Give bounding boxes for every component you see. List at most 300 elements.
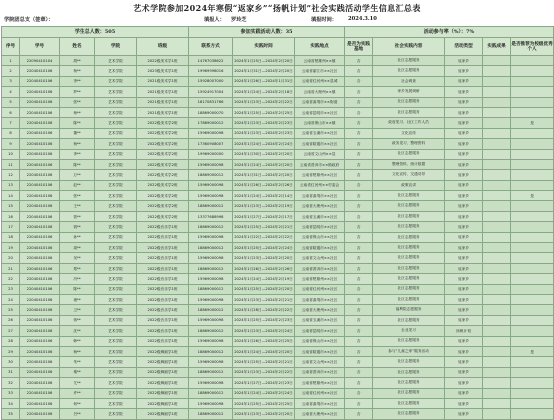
cell-phone[interactable]: 15969000098 xyxy=(189,378,233,388)
cell-result[interactable] xyxy=(483,170,511,180)
cell-no[interactable]: 13 xyxy=(2,180,20,190)
cell-place[interactable]: 云南省保山市××社区 xyxy=(295,232,345,242)
cell-student-id[interactable]: 22040410106 xyxy=(20,357,60,367)
cell-recommend[interactable] xyxy=(511,107,554,117)
cell-name[interactable]: 张** xyxy=(60,97,95,107)
cell-place[interactable]: 云南省大理州××社区 xyxy=(295,409,345,419)
cell-name[interactable]: 胡** xyxy=(60,56,95,66)
cell-student-id[interactable]: 22040410106 xyxy=(20,159,60,169)
cell-class[interactable]: 2022级美术学2班 xyxy=(137,170,189,180)
total-students[interactable]: 学生总人数：505 xyxy=(2,27,189,38)
table-row[interactable] xyxy=(2,87,554,97)
cell-name[interactable]: 郑** xyxy=(60,263,95,273)
cell-base[interactable]: 否 xyxy=(345,284,373,294)
cell-place[interactable]: 云南省普洱市××镇政府 xyxy=(295,159,345,169)
cell-student-id[interactable]: 22040410106 xyxy=(20,367,60,377)
cell-base[interactable]: 否 xyxy=(345,305,373,315)
cell-college[interactable]: 艺术学院 xyxy=(95,274,137,284)
cell-college[interactable]: 艺术学院 xyxy=(95,76,137,86)
cell-recommend[interactable]: 是 xyxy=(511,118,554,128)
cell-name[interactable]: 吴** xyxy=(60,253,95,263)
cell-college[interactable]: 艺术学院 xyxy=(95,87,137,97)
cell-base[interactable]: 否 xyxy=(345,346,373,356)
table-row[interactable] xyxy=(2,201,554,211)
cell-base[interactable]: 否 xyxy=(345,294,373,304)
table-row[interactable] xyxy=(2,149,554,159)
cell-type[interactable]: 返家乡 xyxy=(445,118,483,128)
cell-recommend[interactable] xyxy=(511,201,554,211)
cell-content[interactable]: 社区志愿服务 xyxy=(373,211,445,221)
cell-time[interactable]: 2024年1月26日—2024年2月26日 xyxy=(233,180,295,190)
cell-content[interactable]: 社区志愿服务 xyxy=(373,315,445,325)
cell-time[interactable]: 2024年1月23日—2024年2月19日 xyxy=(233,201,295,211)
cell-class[interactable]: 2022级音乐学1班 xyxy=(137,315,189,325)
table-row[interactable] xyxy=(2,315,554,325)
cell-result[interactable] xyxy=(483,398,511,408)
cell-content[interactable]: 家乡发展调研 xyxy=(373,87,445,97)
cell-no[interactable]: 4 xyxy=(2,87,20,97)
cell-result[interactable] xyxy=(483,232,511,242)
cell-class[interactable]: 2022级美术学2班 xyxy=(137,159,189,169)
cell-content[interactable]: 社区志愿服务 xyxy=(373,201,445,211)
table-row[interactable] xyxy=(2,367,554,377)
cell-content[interactable]: 社区志愿服务 xyxy=(373,56,445,66)
cell-college[interactable]: 艺术学院 xyxy=(95,180,137,190)
cell-time[interactable]: 2024年1月25日—2024年2月24日 xyxy=(233,243,295,253)
cell-place[interactable]: 云南省大理州××镇 xyxy=(295,87,345,97)
cell-result[interactable] xyxy=(483,305,511,315)
cell-name[interactable]: 卫** xyxy=(60,305,95,315)
cell-time[interactable]: 2024年1月28日—2024年2月22日 xyxy=(233,305,295,315)
cell-class[interactable]: 2022级美术学1班 xyxy=(137,56,189,66)
cell-time[interactable]: 2024年1月30日—2024年2月20日 xyxy=(233,149,295,159)
cell-college[interactable]: 艺术学院 xyxy=(95,263,137,273)
table-row[interactable] xyxy=(2,139,554,149)
cell-recommend[interactable] xyxy=(511,159,554,169)
column-header-result[interactable]: 实践成果 xyxy=(483,38,511,56)
cell-time[interactable]: 2024年1月23日—2024年2月22日 xyxy=(233,367,295,377)
cell-type[interactable]: 返家乡 xyxy=(445,315,483,325)
cell-time[interactable]: 2024年1月25日—2024年2月21日 xyxy=(233,222,295,232)
cell-recommend[interactable] xyxy=(511,211,554,221)
cell-base[interactable]: 否 xyxy=(345,149,373,159)
table-row[interactable] xyxy=(2,180,554,190)
cell-college[interactable]: 艺术学院 xyxy=(95,191,137,201)
cell-college[interactable]: 艺术学院 xyxy=(95,66,137,76)
cell-time[interactable]: 2024年1月24日—2024年2月20日 xyxy=(233,159,295,169)
cell-recommend[interactable] xyxy=(511,128,554,138)
column-header-time[interactable]: 实践时间 xyxy=(233,38,295,56)
cell-college[interactable]: 艺术学院 xyxy=(95,378,137,388)
cell-time[interactable]: 2024年1月26日—2024年2月26日 xyxy=(233,263,295,273)
cell-phone[interactable]: 18869000012 xyxy=(189,201,233,211)
cell-college[interactable]: 艺术学院 xyxy=(95,253,137,263)
cell-name[interactable]: 陈** xyxy=(60,284,95,294)
cell-place[interactable]: 云南省楚雄州××社区 xyxy=(295,378,345,388)
cell-recommend[interactable] xyxy=(511,76,554,86)
cell-type[interactable]: 返家乡 xyxy=(445,305,483,315)
table-row[interactable] xyxy=(2,378,554,388)
cell-student-id[interactable]: 22040410106 xyxy=(20,284,60,294)
cell-place[interactable]: 云南省昆明市××社区 xyxy=(295,107,345,117)
cell-base[interactable]: 否 xyxy=(345,243,373,253)
cell-content[interactable]: 社区志愿服务 xyxy=(373,336,445,346)
table-row[interactable] xyxy=(2,97,554,107)
cell-base[interactable]: 否 xyxy=(345,201,373,211)
cell-college[interactable]: 艺术学院 xyxy=(95,409,137,419)
cell-student-id[interactable]: 22040410106 xyxy=(20,76,60,86)
cell-college[interactable]: 艺术学院 xyxy=(95,367,137,377)
cell-no[interactable]: 10 xyxy=(2,149,20,159)
cell-class[interactable]: 2022级美术学2班 xyxy=(137,149,189,159)
cell-content[interactable]: 社区志愿服务 xyxy=(373,409,445,419)
cell-college[interactable]: 艺术学院 xyxy=(95,128,137,138)
cell-base[interactable]: 否 xyxy=(345,118,373,128)
cell-recommend[interactable] xyxy=(511,357,554,367)
cell-class[interactable]: 2022级音乐学1班 xyxy=(137,222,189,232)
cell-college[interactable]: 艺术学院 xyxy=(95,326,137,336)
cell-type[interactable]: 返家乡 xyxy=(445,139,483,149)
cell-recommend[interactable] xyxy=(511,315,554,325)
cell-class[interactable]: 2022级美术学2班 xyxy=(137,191,189,201)
cell-content[interactable]: 参与“儿童之家”服务活动 xyxy=(373,346,445,356)
cell-recommend[interactable]: 是 xyxy=(511,191,554,201)
cell-content[interactable]: 政务见习、整理资料 xyxy=(373,139,445,149)
cell-class[interactable]: 2021级美术学1班 xyxy=(137,107,189,117)
cell-phone[interactable]: 18869000012 xyxy=(189,367,233,377)
cell-phone[interactable]: 18170831766 xyxy=(189,97,233,107)
cell-name[interactable]: 蒋** xyxy=(60,315,95,325)
cell-type[interactable]: 返家乡 xyxy=(445,367,483,377)
cell-type[interactable]: 返家乡 xyxy=(445,107,483,117)
cell-name[interactable]: 李** xyxy=(60,149,95,159)
cell-no[interactable]: 9 xyxy=(2,139,20,149)
cell-place[interactable]: 云南省文山州××县 xyxy=(295,149,345,159)
cell-content[interactable]: 整理资料、统计数据 xyxy=(373,159,445,169)
column-header-no[interactable]: 序号 xyxy=(2,38,20,56)
cell-no[interactable]: 35 xyxy=(2,409,20,419)
cell-type[interactable]: 返家乡 xyxy=(445,149,483,159)
cell-phone[interactable]: 14767038622 xyxy=(189,56,233,66)
cell-time[interactable]: 2024年1月23日—2024年2月20日 xyxy=(233,253,295,263)
cell-base[interactable]: 否 xyxy=(345,367,373,377)
cell-no[interactable]: 19 xyxy=(2,243,20,253)
table-row[interactable] xyxy=(2,243,554,253)
cell-type[interactable]: 返家乡 xyxy=(445,159,483,169)
cell-no[interactable]: 32 xyxy=(2,378,20,388)
cell-no[interactable]: 22 xyxy=(2,274,20,284)
cell-student-id[interactable]: 22040410106 xyxy=(20,87,60,97)
column-header-student-id[interactable]: 学号 xyxy=(20,38,60,56)
cell-result[interactable] xyxy=(483,357,511,367)
cell-student-id[interactable]: 22040410106 xyxy=(20,149,60,159)
cell-recommend[interactable] xyxy=(511,284,554,294)
cell-class[interactable]: 2022级音乐学1班 xyxy=(137,284,189,294)
cell-place[interactable]: 云南省曲靖市××社区 xyxy=(295,191,345,201)
cell-phone[interactable]: 15969000098 xyxy=(189,128,233,138)
cell-phone[interactable]: 18869000012 xyxy=(189,346,233,356)
cell-type[interactable]: 扬帆计划 xyxy=(445,326,483,336)
cell-content[interactable]: 社区志愿服务 xyxy=(373,107,445,117)
cell-no[interactable]: 20 xyxy=(2,253,20,263)
cell-time[interactable]: 2024年1月26日—2024年1月31日 xyxy=(233,76,295,86)
cell-name[interactable]: 罗** xyxy=(60,87,95,97)
cell-recommend[interactable] xyxy=(511,66,554,76)
cell-result[interactable] xyxy=(483,378,511,388)
cell-result[interactable] xyxy=(483,336,511,346)
cell-place[interactable]: 云南省昆明市××社区 xyxy=(295,326,345,336)
cell-college[interactable]: 艺术学院 xyxy=(95,107,137,117)
cell-base[interactable]: 否 xyxy=(345,66,373,76)
cell-no[interactable]: 5 xyxy=(2,97,20,107)
cell-place[interactable]: 云南省玉溪市××社区 xyxy=(295,128,345,138)
cell-college[interactable]: 艺术学院 xyxy=(95,118,137,128)
cell-time[interactable]: 2024年1月25日—2024年2月21日 xyxy=(233,357,295,367)
cell-name[interactable]: 董** xyxy=(60,128,95,138)
cell-result[interactable] xyxy=(483,253,511,263)
cell-type[interactable]: 返家乡 xyxy=(445,128,483,138)
cell-base[interactable]: 否 xyxy=(345,180,373,190)
cell-name[interactable]: 韩** xyxy=(60,336,95,346)
column-header-content[interactable]: 社会实践内容 xyxy=(373,38,445,56)
cell-content[interactable]: 社区志愿服务 xyxy=(373,284,445,294)
cell-no[interactable]: 12 xyxy=(2,170,20,180)
cell-place[interactable]: 云南省文山州××社区 xyxy=(295,253,345,263)
cell-base[interactable]: 否 xyxy=(345,139,373,149)
cell-time[interactable]: 2024年1月23日—2024年2月24日 xyxy=(233,326,295,336)
cell-recommend[interactable] xyxy=(511,180,554,190)
cell-content[interactable]: 社区志愿服务 xyxy=(373,253,445,263)
cell-content[interactable]: 社区志愿服务 xyxy=(373,357,445,367)
cell-result[interactable] xyxy=(483,294,511,304)
cell-content[interactable]: 社区志愿服务 xyxy=(373,243,445,253)
cell-no[interactable]: 15 xyxy=(2,201,20,211)
table-row[interactable] xyxy=(2,409,554,419)
cell-type[interactable]: 返家乡 xyxy=(445,180,483,190)
cell-phone[interactable]: 15969000098 xyxy=(189,253,233,263)
cell-content[interactable]: 政策宣讲 xyxy=(373,180,445,190)
table-row[interactable] xyxy=(2,294,554,304)
cell-time[interactable]: 2024年1月23日—2024年2月23日 xyxy=(233,118,295,128)
table-row[interactable] xyxy=(2,118,554,128)
cell-phone[interactable]: 17360908007 xyxy=(189,139,233,149)
cell-name[interactable]: 杨** xyxy=(60,107,95,117)
cell-result[interactable] xyxy=(483,274,511,284)
table-row[interactable] xyxy=(2,170,554,180)
cell-time[interactable]: 2024年1月24日—2024年2月24日 xyxy=(233,388,295,398)
cell-result[interactable] xyxy=(483,159,511,169)
cell-no[interactable]: 27 xyxy=(2,326,20,336)
cell-result[interactable] xyxy=(483,56,511,66)
cell-result[interactable] xyxy=(483,211,511,221)
cell-no[interactable]: 16 xyxy=(2,211,20,221)
cell-content[interactable]: 社区志愿服务 xyxy=(373,66,445,76)
cell-place[interactable]: 云南省楚雄州××社区 xyxy=(295,170,345,180)
cell-class[interactable]: 2022级舞蹈学1班 xyxy=(137,367,189,377)
cell-college[interactable]: 艺术学院 xyxy=(95,159,137,169)
cell-place[interactable]: 云南省昭通市××社区 xyxy=(295,243,345,253)
column-header-type[interactable]: 活动类型 xyxy=(445,38,483,56)
cell-recommend[interactable] xyxy=(511,253,554,263)
cell-phone[interactable]: 15969000098 xyxy=(189,336,233,346)
cell-name[interactable]: 杨** xyxy=(60,66,95,76)
cell-name[interactable]: 陈** xyxy=(60,159,95,169)
cell-college[interactable]: 艺术学院 xyxy=(95,201,137,211)
cell-college[interactable]: 艺术学院 xyxy=(95,139,137,149)
cell-class[interactable]: 2022级美术学2班 xyxy=(137,139,189,149)
cell-name[interactable]: 沈** xyxy=(60,326,95,336)
cell-name[interactable]: 张** xyxy=(60,191,95,201)
cell-phone[interactable]: 15969000098 xyxy=(189,315,233,325)
cell-no[interactable]: 21 xyxy=(2,263,20,273)
cell-time[interactable]: 2024年1月24日—2024年2月20日 xyxy=(233,346,295,356)
cell-no[interactable]: 18 xyxy=(2,232,20,242)
cell-result[interactable] xyxy=(483,346,511,356)
cell-no[interactable]: 11 xyxy=(2,159,20,169)
cell-recommend[interactable] xyxy=(511,294,554,304)
cell-type[interactable]: 返家乡 xyxy=(445,274,483,284)
cell-recommend[interactable] xyxy=(511,222,554,232)
cell-student-id[interactable]: 22040410106 xyxy=(20,201,60,211)
cell-phone[interactable]: 13377688998 xyxy=(189,211,233,221)
cell-student-id[interactable]: 22040410106 xyxy=(20,326,60,336)
cell-result[interactable] xyxy=(483,149,511,159)
cell-phone[interactable]: 19969998016 xyxy=(189,66,233,76)
cell-student-id[interactable]: 22040410106 xyxy=(20,388,60,398)
cell-place[interactable]: 云南省昆明市××社区 xyxy=(295,222,345,232)
cell-name[interactable]: 尤** xyxy=(60,378,95,388)
cell-phone[interactable]: 18869000012 xyxy=(189,388,233,398)
cell-type[interactable]: 返家乡 xyxy=(445,294,483,304)
cell-class[interactable]: 2022级音乐学1班 xyxy=(137,243,189,253)
cell-base[interactable]: 否 xyxy=(345,97,373,107)
cell-college[interactable]: 艺术学院 xyxy=(95,222,137,232)
cell-result[interactable] xyxy=(483,97,511,107)
table-row[interactable] xyxy=(2,56,554,66)
cell-student-id[interactable]: 22040410106 xyxy=(20,378,60,388)
cell-college[interactable]: 艺术学院 xyxy=(95,346,137,356)
cell-place[interactable]: 云南省玉溪市××社区 xyxy=(295,211,345,221)
cell-name[interactable]: 冯** xyxy=(60,274,95,284)
cell-no[interactable]: 3 xyxy=(2,76,20,86)
column-header-name[interactable]: 姓名 xyxy=(60,38,95,56)
cell-no[interactable]: 28 xyxy=(2,336,20,346)
cell-base[interactable]: 否 xyxy=(345,336,373,346)
cell-content[interactable]: 企业见习 xyxy=(373,326,445,336)
cell-content[interactable]: 社区志愿服务 xyxy=(373,388,445,398)
cell-type[interactable]: 返家乡 xyxy=(445,243,483,253)
cell-content[interactable]: 社区志愿服务 xyxy=(373,222,445,232)
cell-result[interactable] xyxy=(483,315,511,325)
cell-phone[interactable]: 15969000098 xyxy=(189,294,233,304)
cell-student-id[interactable]: 22040410106 xyxy=(20,211,60,221)
cell-place[interactable]: 云南省昭通市××社区 xyxy=(295,346,345,356)
cell-student-id[interactable]: 22040410106 xyxy=(20,66,60,76)
cell-student-id[interactable]: 22040410106 xyxy=(20,222,60,232)
cell-base[interactable]: 否 xyxy=(345,56,373,66)
cell-name[interactable]: 朱** xyxy=(60,357,95,367)
cell-base[interactable]: 否 xyxy=(345,159,373,169)
cell-result[interactable] xyxy=(483,284,511,294)
cell-recommend[interactable] xyxy=(511,326,554,336)
cell-student-id[interactable]: 22040410106 xyxy=(20,139,60,149)
cell-time[interactable]: 2024年1月25日—2024年2月25日 xyxy=(233,398,295,408)
cell-place[interactable]: 云南省曲靖市××街道 xyxy=(295,97,345,107)
cell-student-id[interactable]: 22040410106 xyxy=(20,128,60,138)
cell-student-id[interactable]: 22040410106 xyxy=(20,191,60,201)
cell-class[interactable]: 2022级美术学2班 xyxy=(137,128,189,138)
cell-phone[interactable]: 15969000098 xyxy=(189,398,233,408)
cell-class[interactable]: 2022级舞蹈学1班 xyxy=(137,398,189,408)
cell-college[interactable]: 艺术学院 xyxy=(95,398,137,408)
cell-class[interactable]: 2022级美术学2班 xyxy=(137,118,189,128)
cell-base[interactable]: 否 xyxy=(345,87,373,97)
cell-place[interactable]: 云南省楚雄州××镇 xyxy=(295,56,345,66)
cell-no[interactable]: 1 xyxy=(2,56,20,66)
cell-time[interactable]: 2024年1月27日—2024年2月17日 xyxy=(233,211,295,221)
table-row[interactable] xyxy=(2,305,554,315)
cell-result[interactable] xyxy=(483,128,511,138)
cell-time[interactable]: 2024年1月22日—2024年2月22日 xyxy=(233,232,295,242)
cell-result[interactable] xyxy=(483,118,511,128)
cell-type[interactable]: 返家乡 xyxy=(445,253,483,263)
cell-name[interactable]: 许** xyxy=(60,388,95,398)
cell-phone[interactable]: 18869000070 xyxy=(189,107,233,117)
column-header-phone[interactable]: 联系方式 xyxy=(189,38,233,56)
cell-recommend[interactable] xyxy=(511,378,554,388)
cell-recommend[interactable] xyxy=(511,232,554,242)
cell-no[interactable]: 31 xyxy=(2,367,20,377)
cell-content[interactable]: 文化宣传、交通劝导 xyxy=(373,170,445,180)
table-row[interactable] xyxy=(2,263,554,273)
cell-name[interactable]: 曾** xyxy=(60,211,95,221)
cell-class[interactable]: 2022级音乐学1班 xyxy=(137,232,189,242)
cell-type[interactable]: 返家乡 xyxy=(445,56,483,66)
cell-college[interactable]: 艺术学院 xyxy=(95,315,137,325)
cell-name[interactable]: 何** xyxy=(60,398,95,408)
table-row[interactable] xyxy=(2,222,554,232)
cell-name[interactable]: 褚** xyxy=(60,294,95,304)
cell-name[interactable]: 李** xyxy=(60,76,95,86)
cell-recommend[interactable] xyxy=(511,336,554,346)
cell-college[interactable]: 艺术学院 xyxy=(95,170,137,180)
cell-student-id[interactable]: 22040410106 xyxy=(20,170,60,180)
cell-class[interactable]: 2022级音乐学1班 xyxy=(137,305,189,315)
cell-type[interactable]: 返家乡 xyxy=(445,66,483,76)
cell-place[interactable]: 云南省丽江市××社区 xyxy=(295,66,345,76)
cell-recommend[interactable]: 是 xyxy=(511,346,554,356)
cell-student-id[interactable]: 22040410106 xyxy=(20,315,60,325)
cell-content[interactable]: 社区志愿服务 xyxy=(373,294,445,304)
cell-content[interactable]: 社区志愿服务 xyxy=(373,97,445,107)
cell-recommend[interactable] xyxy=(511,305,554,315)
cell-place[interactable]: 云南省普洱市××社区 xyxy=(295,367,345,377)
cell-time[interactable]: 2024年1月31日—2024年2月20日 xyxy=(233,170,295,180)
cell-college[interactable]: 艺术学院 xyxy=(95,284,137,294)
cell-base[interactable]: 否 xyxy=(345,274,373,284)
table-row[interactable] xyxy=(2,232,554,242)
cell-class[interactable]: 2022级音乐学1班 xyxy=(137,274,189,284)
cell-base[interactable]: 否 xyxy=(345,211,373,221)
cell-type[interactable]: 返家乡 xyxy=(445,263,483,273)
cell-place[interactable]: 云南省昭通市××社区 xyxy=(295,139,345,149)
cell-content[interactable]: 福利院志愿服务 xyxy=(373,305,445,315)
cell-result[interactable] xyxy=(483,367,511,377)
cell-base[interactable]: 否 xyxy=(345,409,373,419)
table-row[interactable] xyxy=(2,388,554,398)
cell-place[interactable]: 云南省曲靖市××社区 xyxy=(295,398,345,408)
cell-college[interactable]: 艺术学院 xyxy=(95,243,137,253)
